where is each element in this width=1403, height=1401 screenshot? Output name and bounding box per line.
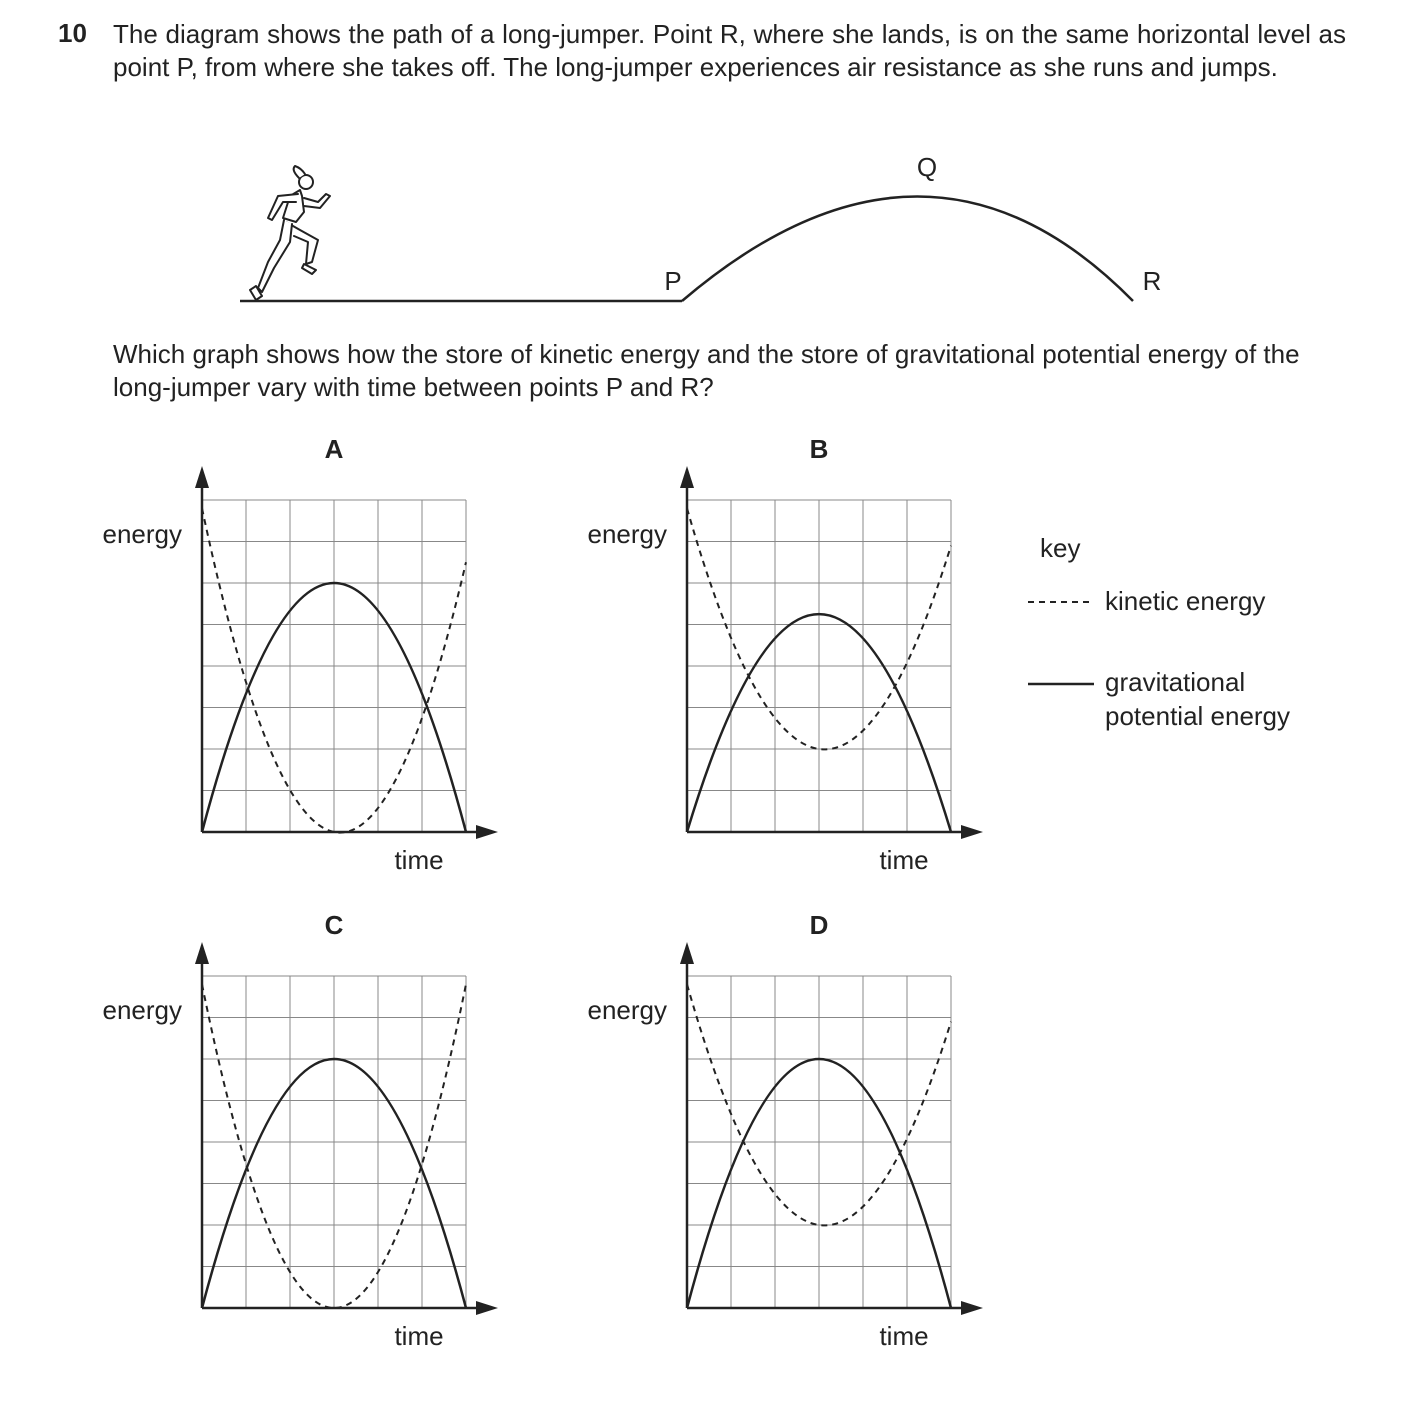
graph-a-label: A bbox=[324, 434, 344, 464]
key-swatches bbox=[1028, 590, 1098, 700]
key-gpe-label-line1: gravitational bbox=[1105, 667, 1246, 697]
jump-trajectory bbox=[682, 197, 1133, 302]
question-intro: The diagram shows the path of a long-jumper. Point R, where she lands, is on the same horizontal level as point P, from where she takes off. The long-jumper experiences air resistance as she runs and jumps. bbox=[113, 19, 1346, 82]
point-label-p: P bbox=[664, 266, 682, 296]
graph-c-ylabel: energy bbox=[102, 995, 182, 1025]
graph-c-x-arrow bbox=[476, 1301, 498, 1315]
graph-d-ylabel: energy bbox=[587, 995, 667, 1025]
graph-b-xlabel: time bbox=[879, 845, 929, 875]
question-prompt: Which graph shows how the store of kinetic energy and the store of gravitational potential energy of the long-jumper vary with time between points P and R? bbox=[113, 339, 1300, 402]
long-jump-path-diagram bbox=[0, 140, 1403, 330]
running-jumper-icon bbox=[250, 166, 330, 300]
key-gpe-label-line2: potential energy bbox=[1105, 701, 1291, 731]
graph-c-y-arrow bbox=[195, 942, 209, 964]
point-label-r: R bbox=[1142, 266, 1162, 296]
point-label-q: Q bbox=[916, 152, 938, 182]
graph-c-label: C bbox=[324, 910, 344, 940]
graph-a-x-arrow bbox=[476, 825, 498, 839]
graph-b-ylabel: energy bbox=[587, 519, 667, 549]
answer-graphs bbox=[0, 420, 1403, 1380]
graph-b-x-arrow bbox=[961, 825, 983, 839]
graph-d-xlabel: time bbox=[879, 1321, 929, 1351]
graph-d-x-arrow bbox=[961, 1301, 983, 1315]
graph-b-label: B bbox=[809, 434, 829, 464]
graph-a-ylabel: energy bbox=[102, 519, 182, 549]
graph-b-y-arrow bbox=[680, 466, 694, 488]
key-title: key bbox=[1040, 533, 1081, 563]
graph-a-xlabel: time bbox=[394, 845, 444, 875]
key-kinetic-label: kinetic energy bbox=[1105, 586, 1266, 616]
question-number: 10 bbox=[58, 18, 87, 48]
graph-d-label: D bbox=[809, 910, 829, 940]
graph-c-xlabel: time bbox=[394, 1321, 444, 1351]
graph-d-y-arrow bbox=[680, 942, 694, 964]
graph-a-y-arrow bbox=[195, 466, 209, 488]
